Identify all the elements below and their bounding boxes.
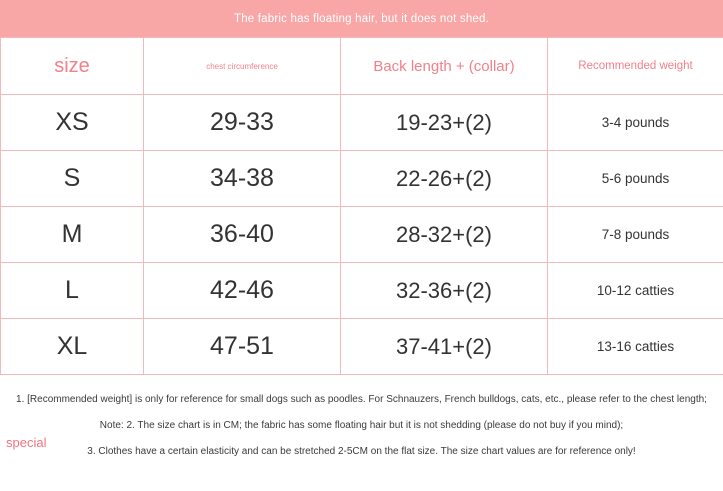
cell-weight: 3-4 pounds: [548, 95, 723, 151]
cell-weight: 13-16 catties: [548, 319, 723, 375]
cell-chest: 29-33: [144, 95, 341, 151]
cell-chest: 42-46: [144, 263, 341, 319]
note-line-1: 1. [Recommended weight] is only for reference for small dogs such as poodles. For Schnauzers, French bulldogs, cats, etc., please refer to the chest length;: [16, 394, 707, 405]
header-size: size: [1, 38, 144, 95]
table-row: [1, 263, 723, 319]
table-row: [1, 207, 723, 263]
special-label: special: [6, 435, 47, 450]
cell-back: 37-41+(2): [341, 319, 548, 375]
notes-section: [0, 375, 723, 465]
cell-weight: 7-8 pounds: [548, 207, 723, 263]
cell-back: 32-36+(2): [341, 263, 548, 319]
cell-weight: 10-12 catties: [548, 263, 723, 319]
table-row: [1, 95, 723, 151]
cell-size: S: [1, 151, 144, 207]
cell-size: M: [1, 207, 144, 263]
header-recommended-weight: Recommended weight: [548, 38, 723, 95]
cell-size: XL: [1, 319, 144, 375]
cell-back: 28-32+(2): [341, 207, 548, 263]
note-line-2: Note: 2. The size chart is in CM; the fabric has some floating hair but it is not shedding (please do not buy if you mind);: [99, 420, 624, 431]
table-row: [1, 151, 723, 207]
header-chest-circumference: chest circumference: [144, 38, 341, 95]
cell-chest: 36-40: [144, 207, 341, 263]
top-banner: [0, 0, 723, 37]
cell-size: XS: [1, 95, 144, 151]
cell-size: L: [1, 263, 144, 319]
table-row: [1, 319, 723, 375]
cell-chest: 34-38: [144, 151, 341, 207]
table-header-row: [1, 38, 723, 95]
size-chart-table: [0, 37, 723, 375]
cell-weight: 5-6 pounds: [548, 151, 723, 207]
header-back-length: Back length + (collar): [341, 38, 548, 95]
cell-back: 22-26+(2): [341, 151, 548, 207]
note-line-3: 3. Clothes have a certain elasticity and can be stretched 2-5CM on the flat size. The size chart values are for reference only!: [87, 446, 636, 457]
cell-back: 19-23+(2): [341, 95, 548, 151]
banner-text: The fabric has floating hair, but it does not shed.: [233, 12, 490, 25]
cell-chest: 47-51: [144, 319, 341, 375]
